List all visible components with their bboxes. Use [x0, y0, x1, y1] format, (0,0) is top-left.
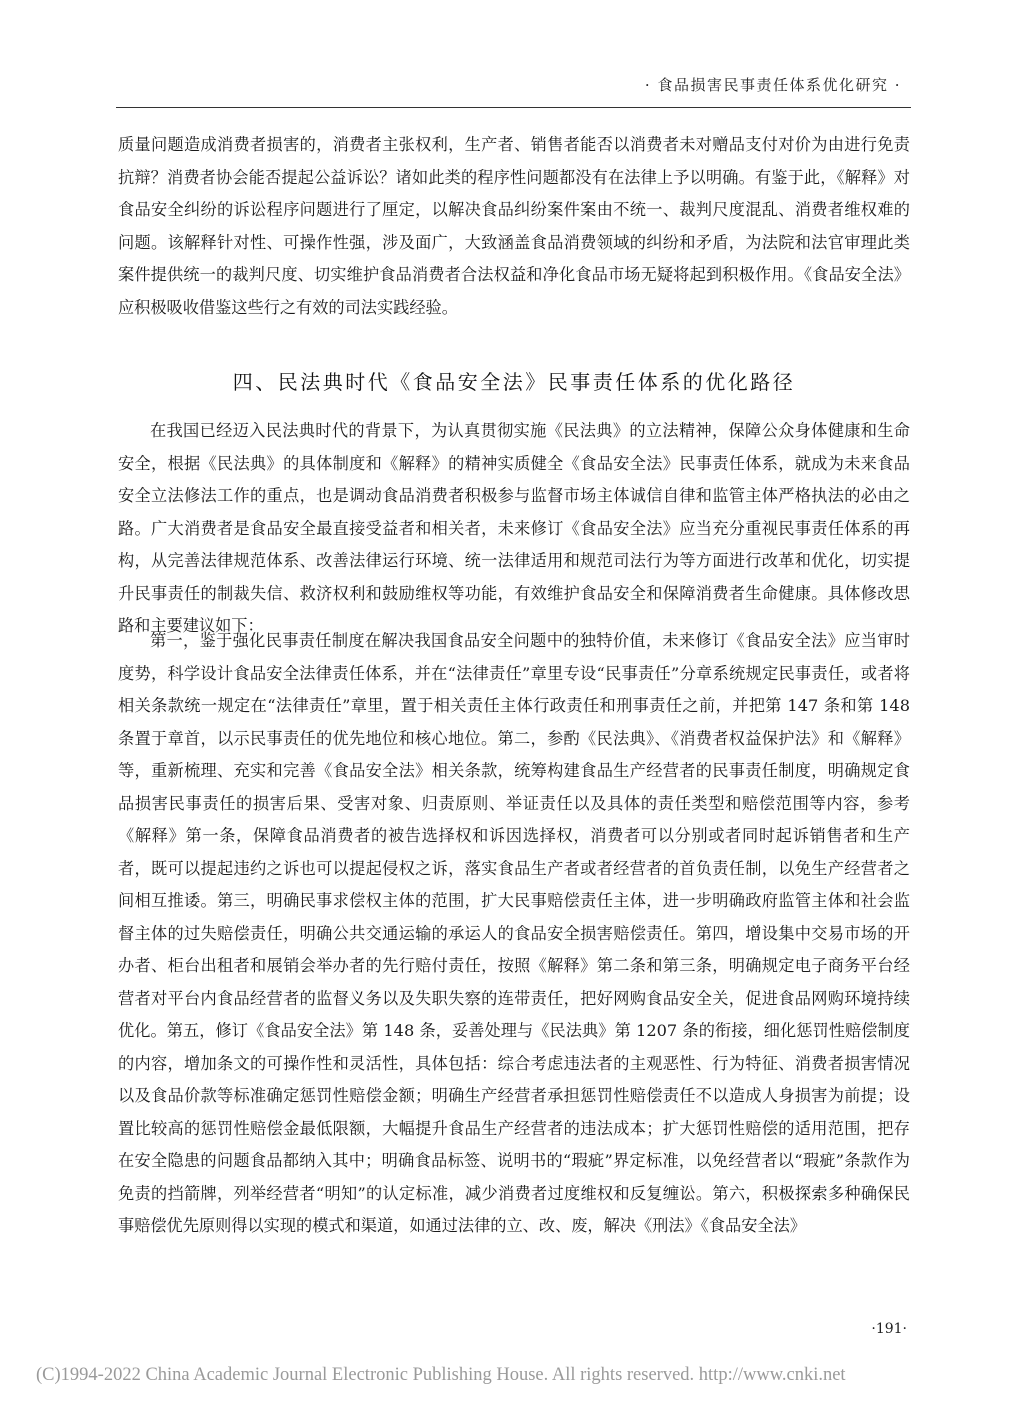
running-head-title: · 食品损害民事责任体系优化研究 ·	[644, 76, 901, 94]
section-heading: 四、民法典时代《食品安全法》民事责任体系的优化路径	[232, 370, 796, 394]
body-paragraph-1: 质量问题造成消费者损害的，消费者主张权利，生产者、销售者能否以消费者未对赠品支付对价为由进行免责抗辩？消费者协会能否提起公益诉讼？诸如此类的程序性问题都没有在法律上予以明确。有鉴于此，《解释》对食品安全纠纷的诉讼程序问题进行了厘定，以解决食品纠纷案件案由不统一、裁判尺度混乱、消费者维权难的问题。该解释针对性、可操作性强，涉及面广，大致涵盖食品消费领域的纠纷和矛盾，为法院和法官审理此类案件提供统一的裁判尺度、切实维护食品消费者合法权益和净化食品市场无疑将起到积极作用。《食品安全法》应积极吸收借鉴这些行之有效的司法实践经验。	[118, 135, 910, 317]
page-number: ·191·	[871, 1321, 907, 1337]
header-divider	[116, 107, 911, 108]
body-paragraph-3: 第一，鉴于强化民事责任制度在解决我国食品安全问题中的独特价值，未来修订《食品安全法》应当审时度势，科学设计食品安全法律责任体系，并在“法律责任”章里专设“民事责任”分章系统规定民事责任，或者将相关条款统一规定在“法律责任”章里，置于相关责任主体行政责任和刑事责任之前，并把第 147 条和第 148 条置于章首，以示民事责任的优先地位和核心地位。第二，参酌《民法典》、《消费者权益保护法》和《解释》等，重新梳理、充实和完善《食品安全法》相关条款，统筹构建食品生产经营者的民事责任制度，明确规定食品损害民事责任的损害后果、受害对象、归责原则、举证责任以及具体的责任类型和赔偿范围等内容，参考《解释》第一条，保障食品消费者的被告选择权和诉因选择权，消费者可以分别或者同时起诉销售者和生产者，既可以提起违约之诉也可以提起侵权之诉，落实食品生产者或者经营者的首负责任制，以免生产经营者之间相互推诿。第三，明确民事求偿权主体的范围，扩大民事赔偿责任主体，进一步明确政府监管主体和社会监督主体的过失赔偿责任，明确公共交通运输的承运人的食品安全损害赔偿责任。第四，增设集中交易市场的开办者、柜台出租者和展销会举办者的先行赔付责任，按照《解释》第二条和第三条，明确规定电子商务平台经营者对平台内食品经营者的监督义务以及失职失察的连带责任，把好网购食品安全关，促进食品网购环境持续优化。第五，修订《食品安全法》第 148 条，妥善处理与《民法典》第 1207 条的衔接，细化惩罚性赔偿制度的内容，增加条文的可操作性和灵活性，具体包括：综合考虑违法者的主观恶性、行为特征、消费者损害情况以及食品价款等标准确定惩罚性赔偿金额；明确生产经营者承担惩罚性赔偿责任不以造成人身损害为前提；设置比较高的惩罚性赔偿金最低限额，大幅提升食品生产经营者的违法成本；扩大惩罚性赔偿的适用范围，把存在安全隐患的问题食品都纳入其中；明确食品标签、说明书的“瑕疵”界定标准，以免经营者以“瑕疵”条款作为免责的挡箭牌，列举经营者“明知”的认定标准，减少消费者过度维权和反复缠讼。第六，积极探索多种确保民事赔偿优先原则得以实现的模式和渠道，如通过法律的立、改、废，解决《刑法》《食品安全法》	[118, 631, 910, 1235]
body-paragraph-2: 在我国已经迈入民法典时代的背景下，为认真贯彻实施《民法典》的立法精神，保障公众身体健康和生命安全，根据《民法典》的具体制度和《解释》的精神实质健全《食品安全法》民事责任体系，就成为未来食品安全立法修法工作的重点，也是调动食品消费者积极参与监督市场主体诚信自律和监管主体严格执法的必由之路。广大消费者是食品安全最直接受益者和相关者，未来修订《食品安全法》应当充分重视民事责任体系的再构，从完善法律规范体系、改善法律运行环境、统一法律适用和规范司法行为等方面进行改革和优化，切实提升民事责任的制裁失信、救济权利和鼓励维权等功能，有效维护食品安全和保障消费者生命健康。具体修改思路和主要建议如下：	[118, 421, 910, 635]
copyright-watermark: (C)1994-2022 China Academic Journal Electronic Publishing House. All rights reserved. http://www.cnki.net	[36, 1365, 846, 1385]
